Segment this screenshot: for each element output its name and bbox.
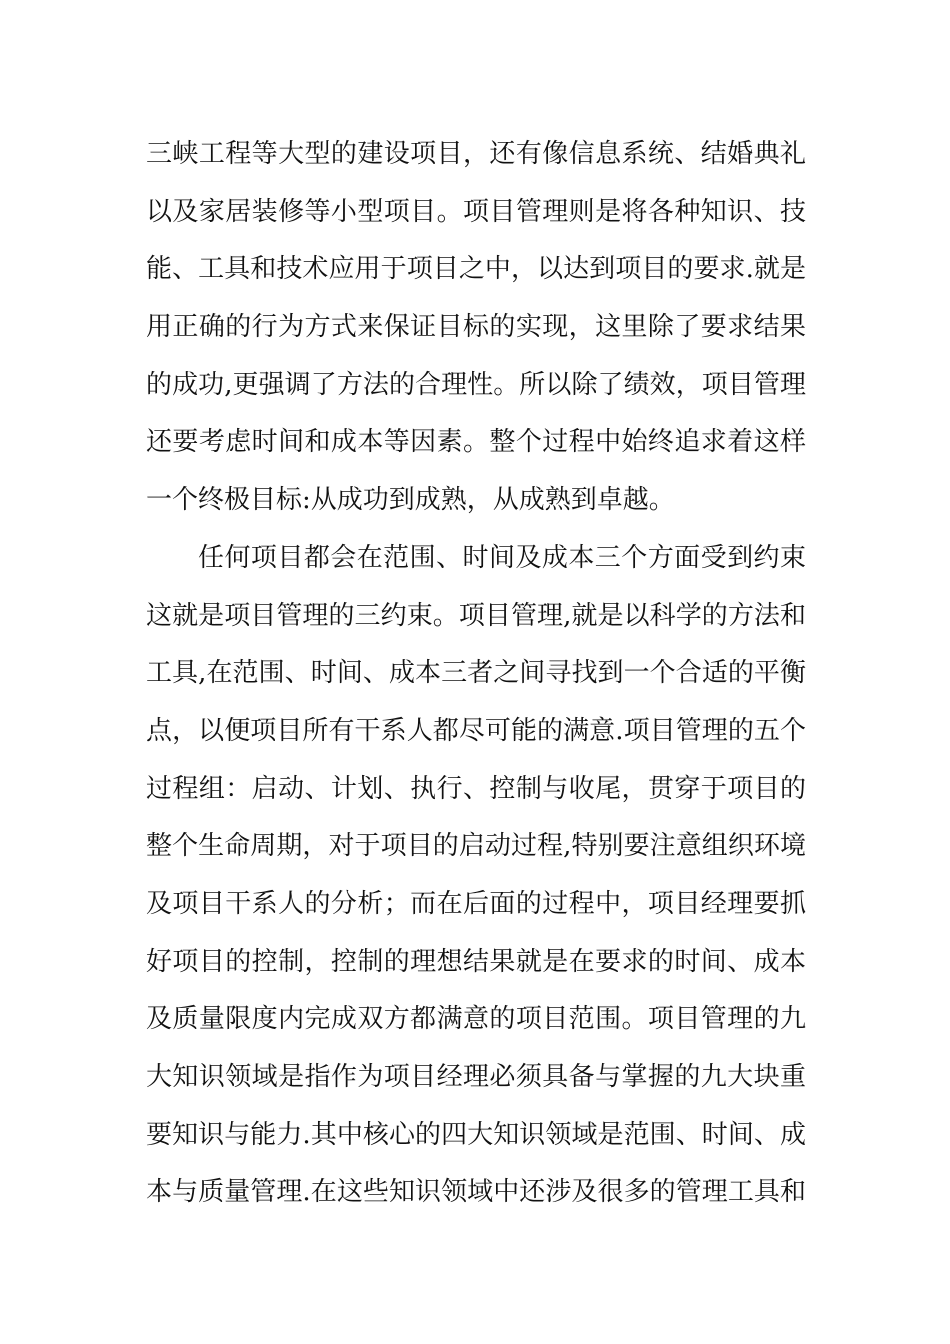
paragraph-line: 要知识与能力.其中核心的四大知识领域是范围、时间、成 xyxy=(146,1119,806,1150)
paragraph-line: 一个终极目标:从成功到成熟，从成熟到卓越。 xyxy=(146,485,675,516)
paragraph-line: 过程组：启动、计划、执行、控制与收尾，贯穿于项目的 xyxy=(146,773,806,804)
paragraph-line: 还要考虑时间和成本等因素。整个过程中始终追求着这样 xyxy=(146,427,806,458)
paragraph-line: 以及家居装修等小型项目。项目管理则是将各种知识、技 xyxy=(146,196,806,227)
paragraph-1 xyxy=(146,126,806,530)
paragraph-line: 任何项目都会在范围、时间及成本三个方面受到约束 xyxy=(198,542,806,573)
paragraph-line: 的成功,更强调了方法的合理性。所以除了绩效，项目管理 xyxy=(146,369,806,400)
paragraph-2 xyxy=(146,530,806,1222)
paragraph-line: 好项目的控制，控制的理想结果就是在要求的时间、成本 xyxy=(146,946,806,977)
paragraph-line: 整个生命周期，对于项目的启动过程,特别要注意组织环境 xyxy=(146,831,806,862)
paragraph-line: 大知识领域是指作为项目经理必须具备与掌握的九大块重 xyxy=(146,1062,806,1092)
paragraph-line: 本与质量管理.在这些知识领域中还涉及很多的管理工具和 xyxy=(146,1177,806,1208)
paragraph-line: 用正确的行为方式来保证目标的实现，这里除了要求结果 xyxy=(146,312,806,343)
paragraph-line: 能、工具和技术应用于项目之中，以达到项目的要求.就是 xyxy=(146,254,806,285)
paragraph-line: 工具,在范围、时间、成本三者之间寻找到一个合适的平衡 xyxy=(146,658,806,689)
paragraph-line: 及项目干系人的分析；而在后面的过程中，项目经理要抓 xyxy=(146,888,806,919)
paragraph-line: 点，以便项目所有干系人都尽可能的满意.项目管理的五个 xyxy=(146,715,806,746)
document-body xyxy=(146,126,806,1222)
paragraph-line: 这就是项目管理的三约束。项目管理,就是以科学的方法和 xyxy=(146,600,806,631)
paragraph-line: 三峡工程等大型的建设项目，还有像信息系统、结婚典礼 xyxy=(146,139,806,169)
paragraph-line: 及质量限度内完成双方都满意的项目范围。项目管理的九 xyxy=(146,1004,806,1035)
